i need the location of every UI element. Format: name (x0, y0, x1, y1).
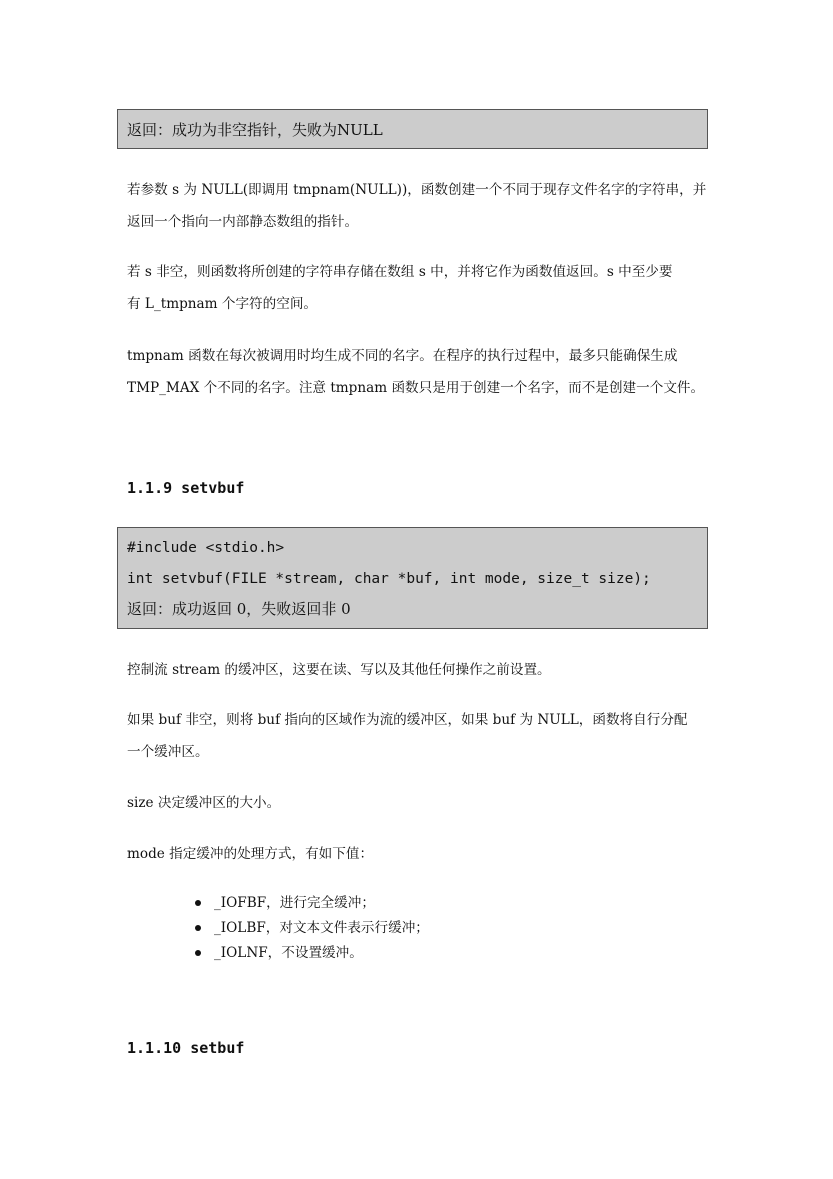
paragraph-line: 有 L_tmpnam 个字符的空间。 (127, 296, 318, 312)
section-heading-setbuf: 1.1.10 setbuf (127, 1039, 245, 1057)
list-item-text: _IOLBF，对文本文件表示行缓冲； (214, 920, 429, 936)
paragraph-line: 一个缓冲区。 (127, 744, 209, 760)
bullet-icon (195, 900, 201, 906)
tmpnam-return-box (117, 109, 708, 149)
paragraph-line: 若 s 非空，则函数将所创建的字符串存储在数组 s 中，并将它作为函数值返回。s 中至少要 (127, 264, 673, 280)
section-heading-setvbuf: 1.1.9 setvbuf (127, 479, 245, 497)
bullet-icon (195, 925, 201, 931)
code-line-prototype: int setvbuf(FILE *stream, char *buf, int mode, size_t size); (127, 571, 651, 587)
setvbuf-signature-box (117, 527, 708, 629)
list-item-text: _IOFBF，进行完全缓冲； (214, 895, 375, 911)
paragraph-line: 若参数 s 为 NULL(即调用 tmpnam(NULL))，函数创建一个不同于现存文件名字的字符串，并 (127, 182, 707, 198)
paragraph-line: 如果 buf 非空，则将 buf 指向的区域作为流的缓冲区，如果 buf 为 NULL，函数将自行分配 (127, 712, 688, 728)
paragraph-line: tmpnam 函数在每次被调用时均生成不同的名字。在程序的执行过程中，最多只能确保生成 (127, 348, 678, 364)
bullet-icon (195, 950, 201, 956)
list-item-text: _IOLNF，不设置缓冲。 (214, 945, 363, 961)
code-line-include: #include <stdio.h> (127, 540, 285, 556)
return-line: 返回：成功为非空指针，失败为NULL (127, 121, 383, 139)
paragraph-line: size 决定缓冲区的大小。 (127, 795, 281, 811)
paragraph-line: mode 指定缓冲的处理方式，有如下值： (127, 846, 374, 862)
paragraph-line: TMP_MAX 个不同的名字。注意 tmpnam 函数只是用于创建一个名字，而不是创建一个文件。 (127, 380, 705, 396)
return-line: 返回：成功返回 0，失败返回非 0 (127, 600, 351, 618)
paragraph-line: 控制流 stream 的缓冲区，这要在读、写以及其他任何操作之前设置。 (127, 662, 551, 678)
paragraph-line: 返回一个指向一内部静态数组的指针。 (127, 214, 359, 230)
